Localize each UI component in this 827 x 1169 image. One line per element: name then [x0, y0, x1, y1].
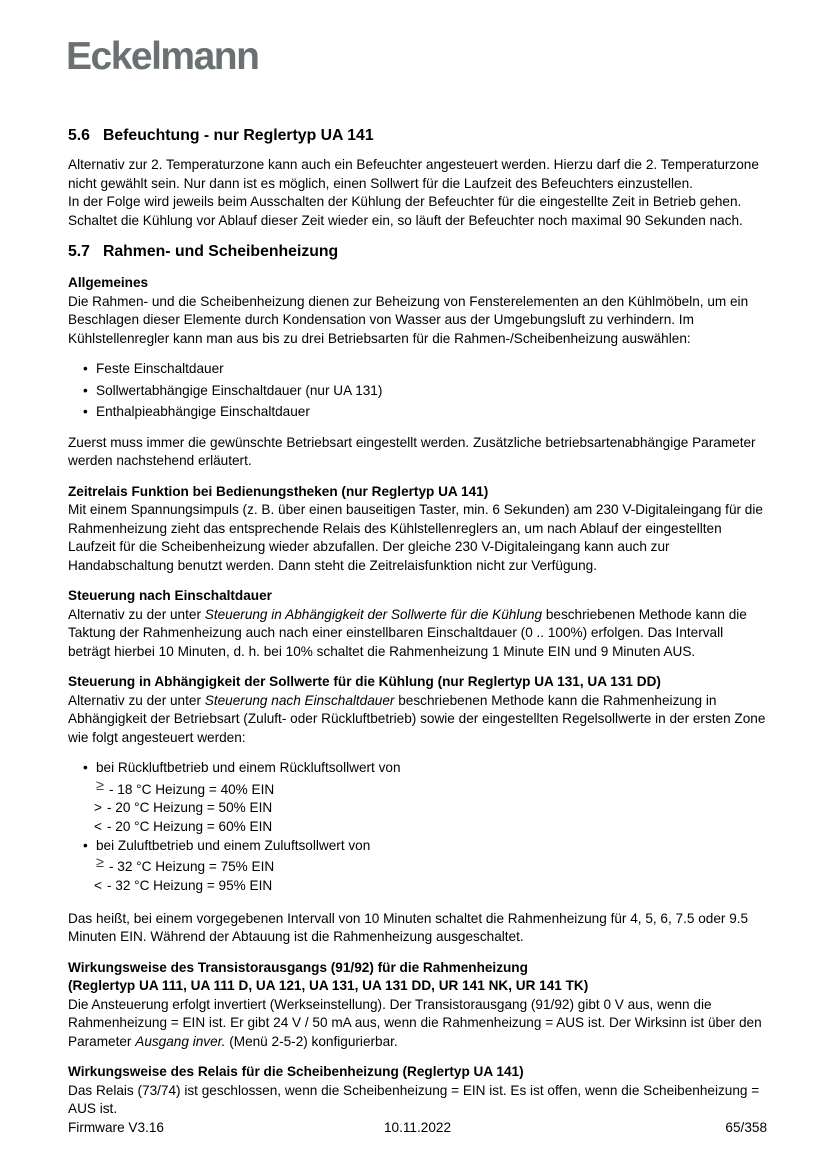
condition-line [68, 818, 768, 837]
operator-lt: < [94, 819, 102, 835]
subheading-zeitrelais: Zeitrelais Funktion bei Bedienungstheken (nur Reglertyp UA 141) [68, 483, 489, 499]
paragraph-transistor [68, 996, 768, 1052]
paragraph-allgemeines: Die Rahmen- und die Scheibenheizung dienen zur Beheizung von Fensterelementen an den Kühlmöbeln, um ein Beschlagen dieser Elemente durch Kondensation von Wasser aus der Umgebungsluft zu verhindern. Im Kühlstellenregler kann man aus bis zu drei Betriebsarten für die Rahmen-/Scheibenheizung auswählen: [68, 293, 749, 346]
condition-line [68, 855, 768, 877]
paragraph-einschaltdauer [68, 606, 768, 662]
condition-text: - 32 °C Heizung = 75% EIN [108, 859, 275, 875]
operator-gt: > [94, 800, 102, 816]
list-item: • bei Zuluftbetrieb und einem Zuluftsollwert von [68, 837, 768, 856]
operator-gte: ≥ [96, 777, 104, 794]
text-run: beschriebenen Methode kann die Taktung der Rahmenheizung auch nach einer einstellbaren Einschaltdauer (0 .. 100%) erfolgen. Das Intervall beträgt hierbei 10 Minuten, d. h. bei 10% schaltet die Rahmenheizung 1 Minute EIN und 9 Minuten AUS. [68, 606, 747, 659]
section-title: Rahmen- und Scheibenheizung [102, 243, 339, 260]
paragraph-zeitrelais: Mit einem Spannungsimpuls (z. B. über einen bauseitigen Taster, min. 6 Sekunden) am 230 V-Digitaleingang für die Rahmenheizung zieht das entsprechende Relais des Kühlstellenreglers an, um nach Ablauf der eingestellten Laufzeit für die Scheibenheizung wieder abzufallen. Der gleiche 230 V-Digitaleingang kann auch zur Handabschaltung benutzt werden. Dann steht die Zeitrelaisfunktion nicht zur Verfügung. [68, 502, 763, 573]
text-run: Alternativ zur 2. Temperaturzone kann auch ein Befeuchter angesteuert werden. Hierzu darf die 2. Temperaturzone nicht gewählt sein. Nur dann ist es möglich, einen Sollwert für die Laufzeit des Befeuchters einzustellen. [68, 157, 759, 191]
text-run-italic: Steuerung in Abhängigkeit der Sollwerte für die Kühlung [204, 606, 543, 622]
subheading-allgemeines: Allgemeines [68, 275, 149, 290]
paragraph-intervall: Das heißt, bei einem vorgegebenen Intervall von 10 Minuten schaltet die Rahmenheizung für 4, 5, 6, 7.5 oder 9.5 Minuten EIN. Während der Abtauung ist die Rahmenheizung ausgeschaltet. [68, 910, 749, 945]
list-item: • bei Rückluftbetrieb und einem Rückluftsollwert von [68, 759, 768, 778]
list-item: • Enthalpieabhängige Einschaltdauer [68, 403, 768, 422]
text-run: Alternativ zu der unter [68, 606, 205, 622]
section-number: 5.6 [68, 127, 90, 144]
list-item: • Feste Einschaltdauer [68, 360, 768, 379]
condition-text: - 20 °C Heizung = 50% EIN [106, 800, 273, 816]
allgemeines-block [68, 274, 768, 348]
subheading-sollwerte: Steuerung in Abhängigkeit der Sollwerte für die Kühlung (nur Reglertyp UA 131, UA 131 DD) [68, 674, 661, 689]
text-run-italic: Steuerung nach Einschaltdauer [204, 692, 395, 708]
condition-line [68, 777, 768, 800]
zeitrelais-block [68, 483, 768, 576]
section-heading-5-6 [68, 126, 768, 146]
subheading-transistor-line1: Wirkungsweise des Transistorausgangs (91/92) für die Rahmenheizung [68, 959, 528, 975]
page-content [68, 126, 768, 1131]
footer-page-number: 65/358 [725, 1120, 767, 1135]
paragraph-zuerst: Zuerst muss immer die gewünschte Betriebsart eingestellt werden. Zusätzliche betriebsartenabhängige Parameter werden nachstehend erläutert. [68, 434, 756, 468]
section-heading-5-7 [68, 242, 768, 262]
list-item: • Sollwertabhängige Einschaltdauer (nur UA 131) [68, 382, 768, 401]
text-run: (Menü 2-5-2) konfigurierbar. [225, 1033, 398, 1049]
paragraph-sollwerte [68, 692, 768, 748]
sollwerte-conditions [68, 759, 768, 896]
paragraph-befeuchtung [68, 156, 768, 230]
subheading-transistor-line2: (Reglertyp UA 111, UA 111 D, UA 121, UA 131, UA 131 DD, UR 141 NK, UR 141 TK) [68, 978, 589, 994]
text-run-italic: Ausgang inver. [135, 1033, 226, 1049]
einschaltdauer-block [68, 587, 768, 661]
footer-date: 10.11.2022 [383, 1120, 452, 1135]
condition-text: - 20 °C Heizung = 60% EIN [106, 819, 273, 835]
section-number: 5.7 [68, 243, 90, 260]
condition-line [68, 877, 768, 896]
subheading-einschaltdauer: Steuerung nach Einschaltdauer [68, 588, 272, 603]
operator-gte: ≥ [96, 855, 104, 872]
text-run: Die Ansteuerung erfolgt invertiert (Werkseinstellung). Der Transistorausgang (91/92) gibt 0 V aus, wenn die Rahmenheizung = EIN ist. Er gibt 24 V / 50 mA aus, wenn die Rahmenheizung = AUS ist. Der Wirksinn ist über den Parameter [68, 996, 762, 1049]
sollwerte-block [68, 673, 768, 747]
text-run: In der Folge wird jeweils beim Ausschalten der Kühlung der Befeuchter für die eingestellte Zeit in Betrieb gehen. Schaltet die Kühlung vor Ablauf dieser Zeit wieder ein, so läuft der Befeuchter noch maximal 90 Sekunden nach. [68, 194, 743, 228]
condition-line [68, 799, 768, 818]
transistor-block [68, 959, 768, 1052]
betriebsarten-list [68, 360, 768, 422]
subheading-relais: Wirkungsweise des Relais für die Scheibenheizung (Reglertyp UA 141) [68, 1064, 524, 1080]
eckelmann-logo: Eckelmann [66, 35, 259, 78]
condition-text: - 32 °C Heizung = 95% EIN [106, 878, 273, 894]
section-title: Befeuchtung - nur Reglertyp UA 141 [102, 127, 374, 144]
condition-text: - 18 °C Heizung = 40% EIN [108, 781, 275, 797]
text-run: beschriebenen Methode kann die Rahmenheizung in Abhängigkeit der Betriebsart (Zuluft- oder Rückluftbetrieb) sowie der eingestellten Regelsollwerte in der ersten Zone wie folgt angesteuert werden: [68, 692, 766, 745]
relais-block [68, 1063, 768, 1119]
operator-lt: < [94, 878, 102, 894]
paragraph-relais: Das Relais (73/74) ist geschlossen, wenn die Scheibenheizung = EIN ist. Es ist offen, wenn die Scheibenheizung = AUS ist. [68, 1082, 760, 1117]
text-run: Alternativ zu der unter [68, 692, 205, 708]
footer-firmware-version: Firmware V3.16 [68, 1120, 164, 1135]
